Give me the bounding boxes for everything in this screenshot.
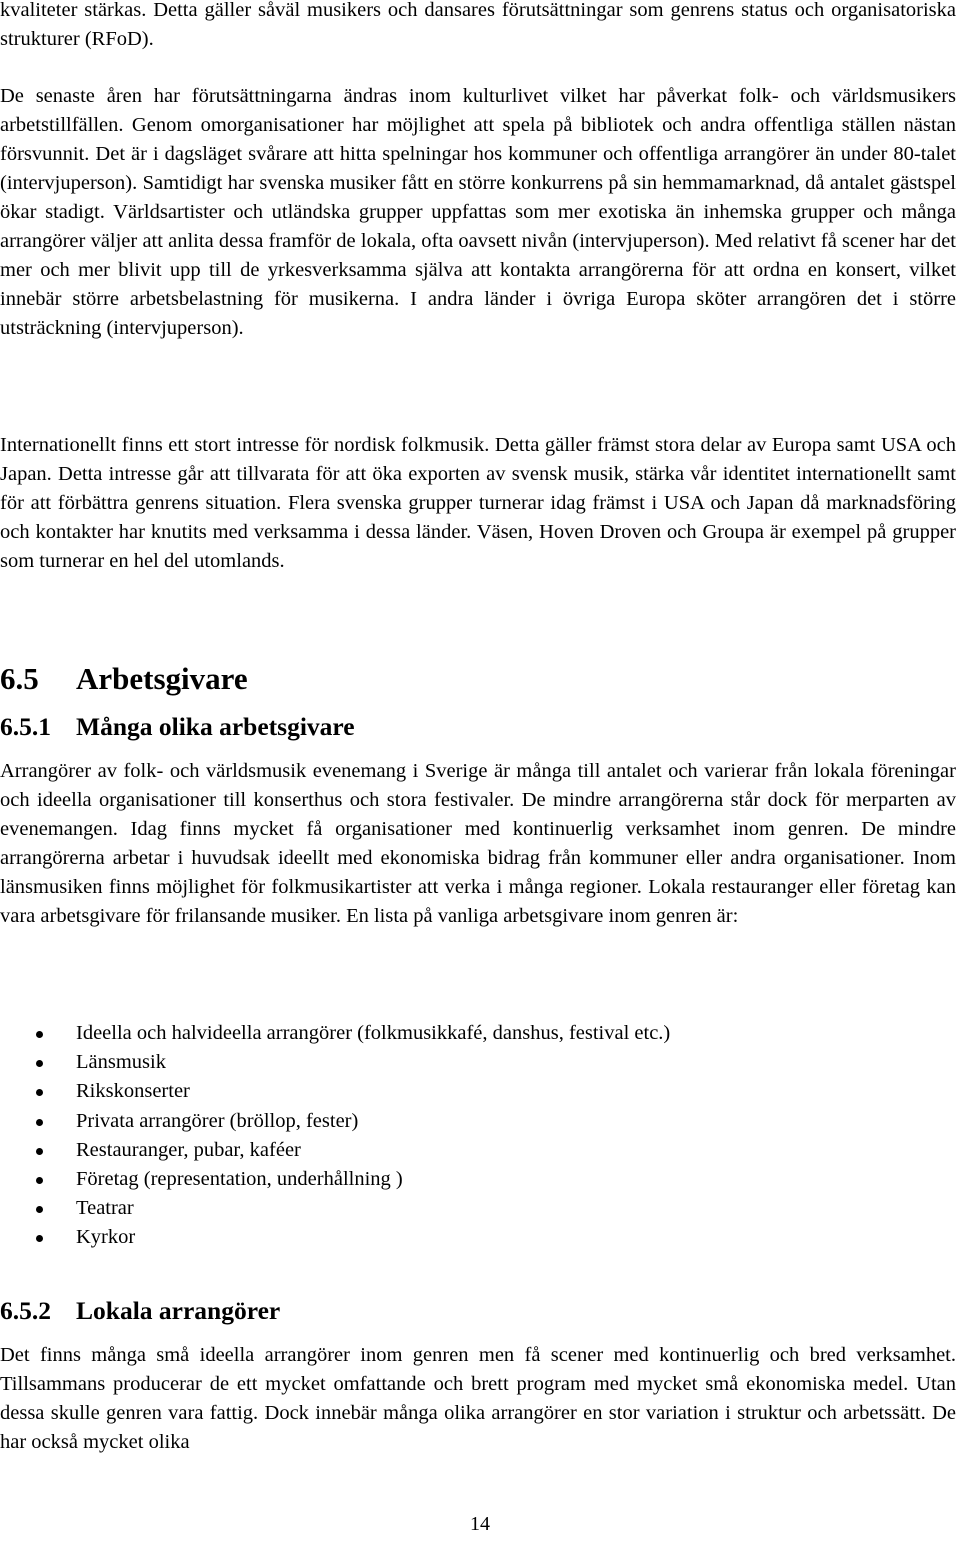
- subsection-title: Många olika arbetsgivare: [76, 712, 355, 741]
- paragraph-intro-continued: kvaliteter stärkas. Detta gäller såväl musikers och dansares förutsättningar som genrens status och organisatoriska strukturer (RFoD).: [0, 0, 956, 50]
- subsection-heading-manga-olika: [0, 710, 355, 744]
- section-heading-arbetsgivare: [0, 659, 248, 699]
- bullet-icon: [36, 1177, 43, 1184]
- section-title: Arbetsgivare: [76, 661, 248, 696]
- list-item: Företag (representation, underhållning ): [0, 1165, 670, 1194]
- subsection-number: 6.5.1: [0, 712, 51, 741]
- list-item: Teatrar: [0, 1194, 670, 1223]
- list-item: Privata arrangörer (bröllop, fester): [0, 1107, 670, 1136]
- list-item: Ideella och halvideella arrangörer (folkmusikkafé, danshus, festival etc.): [0, 1019, 670, 1048]
- paragraph-arrangers: Arrangörer av folk- och världsmusik evenemang i Sverige är många till antalet och varierar från lokala föreningar och ideella organisationer till konserthus och stora festivaler. De mindre arrangörerna står dock för merparten av evenemangen. Idag finns mycket få organisationer med kontinuerlig verksamhet inom genren. De mindre arrangörerna arbetar i huvudsak ideellt med ekonomiska bidrag från kommuner eller andra organisationer. Inom länsmusiken finns möjlighet för folkmusikartister att verka i många regioner. Lokala restauranger eller företag kan vara arbetsgivare för frilansande musiker. En lista på vanliga arbetsgivare inom genren är:: [0, 760, 956, 927]
- paragraph-local-arrangers: Det finns många små ideella arrangörer inom genren men få scener med kontinuerlig och bred verksamhet. Tillsammans producerar de ett mycket omfattande och brett program med mycket små ekonomiska medel. Utan dessa skulle genren vara fattig. Dock innebär många olika arrangörer en stor variation i struktur och arbetssätt. De har också mycket olika: [0, 1344, 956, 1453]
- bullet-icon: [36, 1060, 43, 1067]
- bullet-icon: [36, 1089, 43, 1096]
- paragraph-international-interest: Internationellt finns ett stort intresse för nordisk folkmusik. Detta gäller främst stora delar av Europa samt USA och Japan. Detta intresse går att tillvarata för att öka exporten av svensk musik, stärka vår identitet internationellt samt för att förbättra genrens situation. Flera svenska grupper turnerar idag främst i USA och Japan då marknadsföring och kontakter har knutits med verksamma i dessa länder. Väsen, Hoven Droven och Groupa är exempel på grupper som turnerar en hel del utomlands.: [0, 434, 956, 572]
- bullet-icon: [36, 1206, 43, 1213]
- subsection-number: 6.5.2: [0, 1296, 51, 1325]
- subsection-title: Lokala arrangörer: [76, 1296, 281, 1325]
- paragraph-employment-changes: De senaste åren har förutsättningarna ändras inom kulturlivet vilket har påverkat folk- och världsmusikers arbetstillfällen. Genom omorganisationer har möjlighet att spela på bibliotek och andra offentliga ställen nästan försvunnit. Det är i dagsläget svårare att hitta spelningar hos kommuner och offentliga arrangörer än under 80-talet (intervjuperson). Samtidigt har svenska musiker fått en större konkurrens på sin hemmamarknad, då antalet gästspel ökar stadigt. Världsartister och utländska grupper uppfattas som mer exotiska än inhemska grupper och många arrangörer väljer att anlita dessa framför de lokala, ofta oavsett nivån (intervjuperson). Med relativt få scener har det mer och mer blivit upp till de yrkesverksamma själva att kontakta arrangörerna för att ordna en konsert, vilket innebär större arbetsbelastning för musikerna. I andra länder i övriga Europa sköter arrangören det i större utsträckning (intervjuperson).: [0, 85, 956, 339]
- bullet-icon: [36, 1235, 43, 1242]
- list-item: Länsmusik: [0, 1048, 670, 1077]
- bullet-icon: [36, 1031, 43, 1038]
- bullet-icon: [36, 1119, 43, 1126]
- list-item: Restauranger, pubar, kaféer: [0, 1136, 670, 1165]
- bullet-icon: [36, 1148, 43, 1155]
- section-number: 6.5: [0, 661, 39, 696]
- employers-list: [0, 1019, 670, 1253]
- list-item: Rikskonserter: [0, 1077, 670, 1106]
- page-number: 14: [470, 1513, 490, 1535]
- list-item: Kyrkor: [0, 1223, 670, 1252]
- subsection-heading-lokala: [0, 1294, 280, 1328]
